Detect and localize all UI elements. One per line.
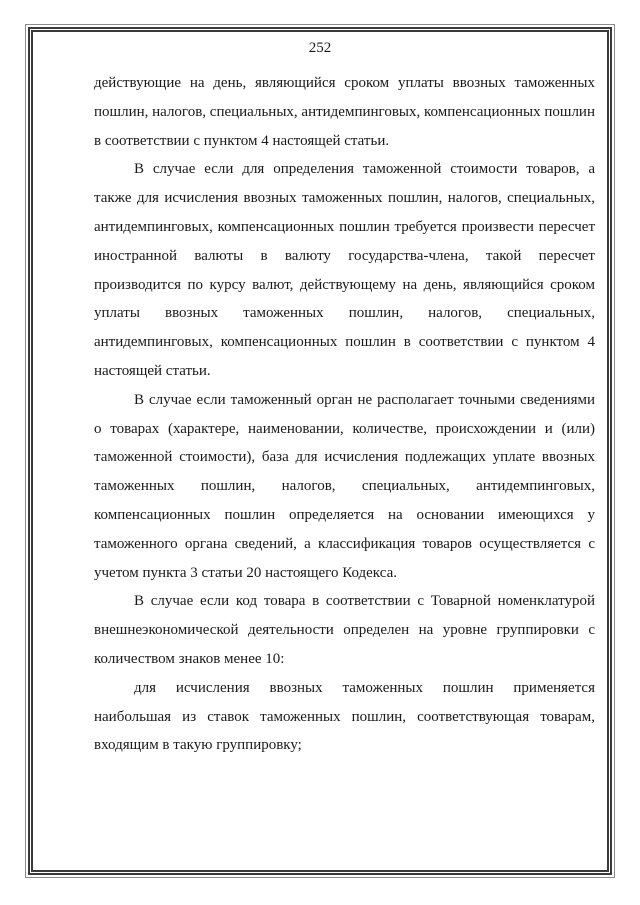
paragraph-5: для исчисления ввозных таможенных пошлин применяется наибольшая из ставок таможенных пошлин, соответствующая товарам, входящим в такую группировку; <box>94 679 595 754</box>
paragraph-2: В случае если для определения таможенной стоимости товаров, а также для исчисления ввозных таможенных пошлин, налогов, специальных, антидемпинговых, компенсационных пошлин требуется произвести пересчет иностранной валюты в валюту государства-члена, такой пересчет производится по курсу валют, действующему на день, являющийся сроком уплаты ввозных таможенных пошлин, налогов, специальных, антидемпинговых, компенсационных пошлин в соответствии с пунктом 4 настоящей статьи. <box>94 161 595 379</box>
paragraph-4: В случае если код товара в соответствии с Товарной номенклатурой внешнеэкономической деятельности определен на уровне группировки с количеством знаков менее 10: <box>94 593 595 667</box>
page-number: 252 <box>308 40 332 56</box>
paragraph-3: В случае если таможенный орган не располагает точными сведениями о товарах (характере, наименовании, количестве, происхождении и (или) таможенной стоимости), база для исчисления подлежащих уплате ввозных таможенных пошлин, налогов, специальных, антидемпинговых, компенсационных пошлин определяется на основании имеющихся у таможенного органа сведений, а классификация товаров осуществляется с учетом пункта 3 статьи 20 настоящего Кодекса. <box>94 391 595 581</box>
document-body <box>94 69 595 760</box>
paragraph-1: действующие на день, являющийся сроком уплаты ввозных таможенных пошлин, налогов, специальных, антидемпинговых, компенсационных пошлин в соответствии с пунктом 4 настоящей статьи. <box>94 75 595 149</box>
